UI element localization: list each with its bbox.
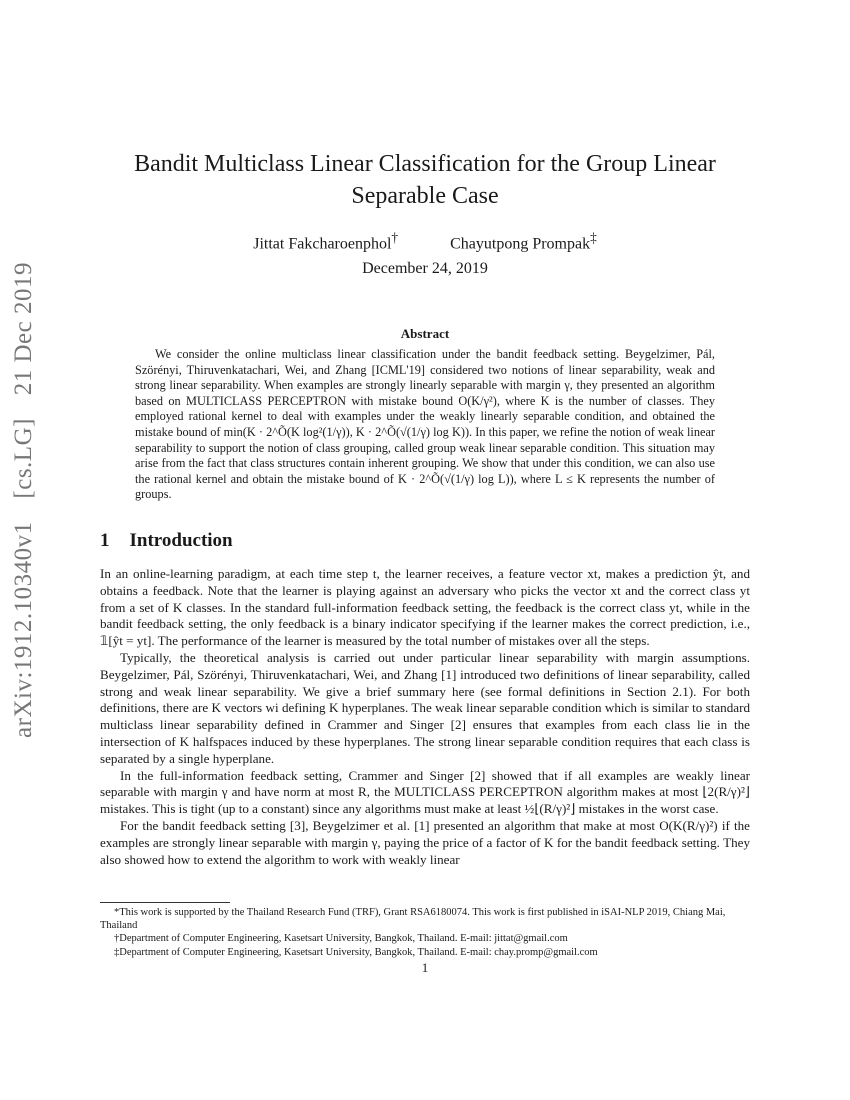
abstract-text: We consider the online multiclass linear classification under the bandit feedback setting. Beygelzimer, Pál, Szörényi, Thiruvenkatachari, Wei, and Zhang [ICML'19] considered two notions of linear separability, weak and strong linear separability. When examples are strongly linearly separable with margin γ, they presented an algorithm based on MULTICLASS PERCEPTRON with mistake bound O(K/γ²), where K is the number of classes. They employed rational kernel to deal with examples under the weakly linearly separable condition, and obtained the mistake bound of min(K · 2^Õ(K log²(1/γ)), K · 2^Õ(√(1/γ) log K)). In this paper, we refine the notion of weak linear separability to support the notion of class grouping, called group weak linear separable condition. This situation may arise from the fact that class structures contain inherent grouping. We show that under this condition, we can also use the rational kernel and obtain the mistake bound of K · 2^Õ(√(1/γ) log L)), where L ≤ K represents the number of groups. [135,347,715,502]
arxiv-date: 21 Dec 2019 [10,262,37,396]
footnote-rule [100,902,230,903]
body-text [100,566,750,868]
section-heading [100,530,233,552]
title-line-2: Separable Case [351,183,499,209]
title-line-1: Bandit Multiclass Linear Classification for the Group Linear [134,151,716,177]
paper-date: December 24, 2019 [362,260,488,277]
section-number: 1 [100,530,110,551]
footnote-author-2: ‡Department of Computer Engineering, Kasetsart University, Bangkok, Thailand. E-mail: chay.promp@gmail.com [114,946,598,958]
footnote-author-1: †Department of Computer Engineering, Kasetsart University, Bangkok, Thailand. E-mail: jittat@gmail.com [114,933,568,945]
author-2: Chayutpong Prompak‡ [450,230,597,253]
paragraph-2: Typically, the theoretical analysis is carried out under particular linear separability with margin assumptions. Beygelzimer, Pál, Szörényi, Thiruvenkatachari, Wei, and Zhang [1] introduced two definitions of linear separability, called strong and weak linear separability. We give a brief summary here (see formal definitions in Section 2.1). For both definitions, there are K vectors wi defining K hyperplanes. The weak linear separable condition which is similar to standard multiclass linear separability defined in Crammer and Singer [2] ensures that examples from each class lie in the intersection of K halfspaces induced by these hyperplanes. The strong linear separable condition requires that each class is separated by a single hyperplane. [100,649,750,766]
arxiv-identifier [10,200,50,800]
paper-title [100,148,750,212]
arxiv-category: [cs.LG] [10,418,37,499]
abstract-heading: Abstract [400,326,450,341]
paragraph-1: In an online-learning paradigm, at each time step t, the learner receives, a feature vector xt, makes a prediction ŷt, and obtains a feedback. Note that the learner is playing against an adversary who picks the vector xt and the correct class yt from a set of K classes. In the standard full-information feedback setting, the feedback is the correct class yt, while in the bandit feedback setting, the only feedback is a binary indicator specifying if the learner makes the correct prediction, i.e., 𝟙[ŷt = yt]. The performance of the learner is measured by the total number of mistakes over all the steps. [100,566,750,649]
footnotes [100,906,750,959]
footnote-funding: *This work is supported by the Thailand Research Fund (TRF), Grant RSA6180074. This work is first published in iSAI-NLP 2019, Chiang Mai, Thailand [100,907,726,932]
page-number: 1 [421,960,429,975]
section-title: Introduction [129,530,233,551]
author-1: Jittat Fakcharoenphol† [253,230,399,253]
authors [100,230,750,253]
paragraph-3: In the full-information feedback setting, Crammer and Singer [2] showed that if all examples are weakly linear separable with margin γ and have norm at most R, the MULTICLASS PERCEPTRON algorithm makes at most ⌊2(R/γ)²⌋ mistakes. This is tight (up to a constant) since any algorithms must make at least ½⌊(R/γ)²⌋ mistakes in the worst case. [100,767,750,817]
paragraph-4: For the bandit feedback setting [3], Beygelzimer et al. [1] presented an algorithm that make at most O(K(R/γ)²) if the examples are strongly linear separable with margin γ, paying the price of a factor of K for the bandit feedback setting. They also showed how to extend the algorithm to work with weakly linear [100,817,750,867]
arxiv-id: arXiv:1912.10340v1 [10,521,37,738]
